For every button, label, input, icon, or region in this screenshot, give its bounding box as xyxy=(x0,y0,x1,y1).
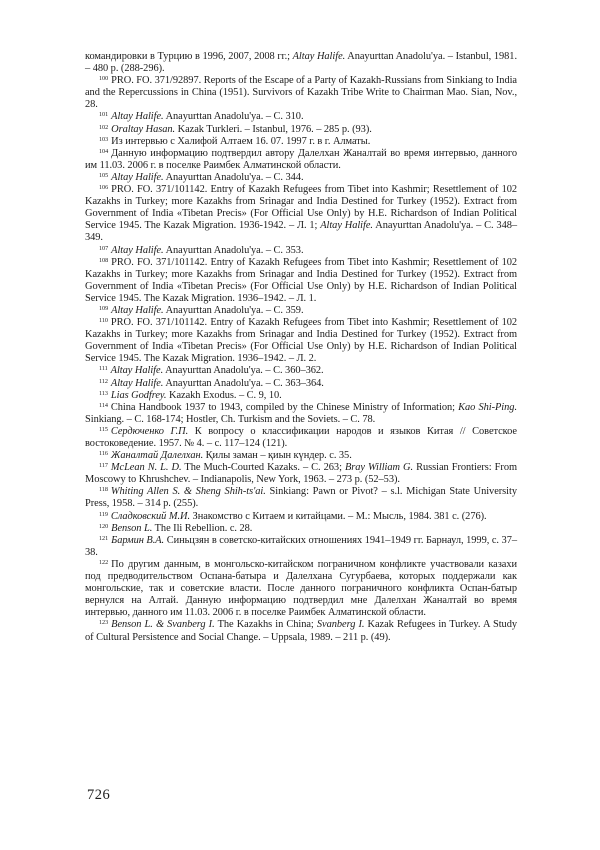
footnote-author: Altay Halife. xyxy=(320,220,373,232)
footnote-text: К вопросу о классификации народов и языков Китая // Советское востоковедение. 1957. № 4. – с. 117–124 (121). xyxy=(85,425,517,449)
footnote-author: Altay Halife. xyxy=(111,244,164,256)
footnote-number: 116 xyxy=(99,450,108,458)
footnote-text: The Ili Rebellion. с. 28. xyxy=(152,522,253,534)
footnote-number: 106 xyxy=(99,184,109,192)
footnote-102 xyxy=(85,124,517,136)
footnote-text: PRO. FO. 371/101142. Entry of Kazakh Refugees from Tibet into Kashmir; Resettlement of 102 Kazakhs in Turkey; more Kazakhs from Srinagar and India Destined for Turkey (1952). Extract from Government of India «Tibetan Precis» (For Official Use Only) by H.E. Richardson of Indian Political Service 1945. The Kazak Migration. 1936-1942. – Л. 1; xyxy=(85,184,517,232)
footnote-text: Sinkiang: Pawn or Pivot? – s.l. Michigan State University Press, 1958. – 314 p. (255). xyxy=(85,486,517,510)
footnote-text: Синьцзян в советско-китайских отношениях 1941–1949 гг. Барнаул, 1999, с. 37–38. xyxy=(85,534,517,558)
footnote-text: Anayurttan Anadolu'ya. – С. 363–364. xyxy=(163,377,324,389)
footnote-text: PRO. FO. 371/92897. Reports of the Escape of a Party of Kazakh-Russians from Sinkiang to India and the Repercussions in China (1951). Survivors of Kazakh Tribe Write to Chairman Mao. Sian, Nov., 28. xyxy=(85,75,517,111)
footnote-author: Oraltay Hasan. xyxy=(111,123,176,135)
footnote-author: Whiting Allen S. & Sheng Shih-ts'ai. xyxy=(110,486,266,498)
footnote-author: Сердюченко Г.П. xyxy=(110,425,189,437)
footnote-number: 105 xyxy=(99,171,109,179)
footnote-author: Altay Halife. xyxy=(111,111,164,123)
footnote-author: Altay Halife. xyxy=(110,365,164,377)
footnote-number: 117 xyxy=(99,462,108,470)
footnote-author: Lias Godfrey. xyxy=(110,389,167,401)
footnote-100 xyxy=(85,75,517,111)
footnote-text: The Much-Courted Kazaks. – С. 263; xyxy=(181,462,345,474)
footnote-113 xyxy=(85,390,517,402)
footnote-text-2: Russian Frontiers: From Moscowy to Khrushchev. – Indianapolis, New York, 1963. – 273 p. (52–53). xyxy=(85,462,517,486)
footnote-text-2: Sinkiang. – С. 168-174; Hostler, Ch. Turkism and the Soviets. – С. 78. xyxy=(85,413,376,425)
footnote-109 xyxy=(85,305,517,317)
footnote-author: Altay Halife. xyxy=(111,304,164,316)
footnote-number: 121 xyxy=(99,534,109,542)
footnote xyxy=(85,51,517,75)
footnote-text: Anayurttan Anadolu'ya. – С. 353. xyxy=(163,244,304,256)
footnote-text: Данную информацию подтвердил автору Далелхан Жаналтай во время интервью, данного им 11.03. 2006 г. в поселке Раимбек Алматинской области. xyxy=(85,147,517,171)
footnote-author: Altay Halife. xyxy=(292,51,346,62)
footnote-117 xyxy=(85,462,517,486)
footnote-number: 100 xyxy=(99,75,109,83)
footnote-text: Kazak Turkleri. – Istanbul, 1976. – 285 p. (93). xyxy=(175,123,372,135)
footnote-number: 115 xyxy=(99,425,108,433)
footnote-number: 122 xyxy=(99,558,109,566)
footnote-number: 108 xyxy=(99,256,109,264)
footnote-text: PRO. FO. 371/101142. Entry of Kazakh Refugees from Tibet into Kashmir; Resettlement of 102 Kazakhs in Turkey; more Kazakhs from Srinagar and India Destined for Turkey (1952). Extract from Government of India «Tibetan Precis» (For Official Use Only) by H.E. Richardson of Indian Political Service 1945. The Kazak Migration. 1936–1942. – Л. 2. xyxy=(85,317,517,365)
footnote-text: Қилы заман – қиын күндер. с. 35. xyxy=(203,450,352,462)
footnote-text: China Handbook 1937 to 1943, compiled by the Chinese Ministry of Information; xyxy=(110,401,459,413)
footnote-103 xyxy=(85,136,517,148)
footnote-author: Жаналтай Далелхан. xyxy=(110,450,204,462)
footnotes-block xyxy=(85,51,517,644)
footnote-116 xyxy=(85,450,517,462)
footnote-author: Benson L. xyxy=(111,522,153,534)
footnote-121 xyxy=(85,535,517,559)
footnote-text-2: Anayurttan Anadolu'ya. – С. 348–349. xyxy=(85,220,518,244)
footnote-text: Из интервью с Халифой Алтаем 16. 07. 1997 г. в г. Алматы. xyxy=(111,135,371,147)
footnote-text: The Kazakhs in China; xyxy=(214,619,317,631)
footnote-text: По другим данным, в монгольско-китайском пограничном конфликте участвовали казахи под предводительством Оспана-батыра и Далелхана Сугурбаева, которых поддержали как монгольские, так и советские власти. После данного пограничного конфликта Оспан-батыр вернулся на Алтай. Данную информацию подтвердил мне Далелхан Жаналтай во время интервью, данного им 11.03. 2006 г. в поселке Раимбек Алматинской области. xyxy=(85,558,517,619)
footnote-105 xyxy=(85,172,517,184)
footnote-number: 120 xyxy=(99,522,109,530)
footnote-114 xyxy=(85,402,517,426)
footnote-number: 112 xyxy=(99,377,108,385)
footnote-number: 119 xyxy=(99,510,108,518)
footnote-author: Kao Shi-Ping. xyxy=(458,401,517,413)
footnote-text: Anayurttan Anadolu'ya. – С. 310. xyxy=(163,111,304,123)
footnote-number: 101 xyxy=(99,111,109,119)
footnote-number: 109 xyxy=(99,304,109,312)
footnote-text: Kazakh Exodus. – С. 9, 10. xyxy=(166,389,282,401)
footnote-number: 104 xyxy=(99,147,109,155)
footnote-author: Benson L. & Svanberg I. xyxy=(111,619,215,631)
footnote-101 xyxy=(85,111,517,123)
footnote-author: Сладковский М.И. xyxy=(110,510,190,522)
footnote-107 xyxy=(85,245,517,257)
footnote-text: командировки в Турцию в 1996, 2007, 2008 гг.; xyxy=(85,51,293,62)
footnote-text: Anayurttan Anadolu'ya. – С. 359. xyxy=(163,304,304,316)
footnote-number: 111 xyxy=(99,365,108,373)
footnote-118 xyxy=(85,486,517,510)
footnote-author-2: Bray William G. xyxy=(344,462,414,474)
footnote-text: Знакомство с Китаем и китайцами. – М.: Мысль, 1984. 381 с. (276). xyxy=(190,510,487,522)
footnote-number: 110 xyxy=(99,317,108,325)
footnote-104 xyxy=(85,148,517,172)
footnote-author: Бармин В.А. xyxy=(111,534,165,546)
footnote-author: Altay Halife. xyxy=(111,171,164,183)
footnote-author: McLean N. L. D. xyxy=(110,462,182,474)
footnote-number: 107 xyxy=(99,244,109,252)
footnote-110 xyxy=(85,317,517,365)
footnote-text: PRO. FO. 371/101142. Entry of Kazakh Refugees from Tibet into Kashmir; Resettlement of 102 Kazakhs in Turkey; more Kazakhs from Srinagar and India Destined for Turkey (1952). Extract from Government of India «Tibetan Precis» (For Official Use Only) by H.E. Richardson of Indian Political Service 1945. The Kazak Migration. 1936–1942. – Л. 1. xyxy=(85,256,517,304)
footnote-119 xyxy=(85,511,517,523)
footnote-108 xyxy=(85,257,517,305)
footnote-115 xyxy=(85,426,517,450)
page-number: 726 xyxy=(87,787,111,803)
footnote-text: Anayurttan Anadolu'ya. – С. 344. xyxy=(163,171,304,183)
footnote-122 xyxy=(85,559,517,619)
footnote-text: Anayurttan Anadolu'ya. – С. 360–362. xyxy=(163,365,324,377)
footnote-author: Altay Halife. xyxy=(110,377,164,389)
footnote-number: 102 xyxy=(99,123,109,131)
footnote-author-2: Svanberg I. xyxy=(316,619,365,631)
footnote-text-2: Anayurttan Anadolu'ya. – Istanbul, 1981. – 480 p. (288-296). xyxy=(85,51,517,75)
footnote-number: 113 xyxy=(99,389,108,397)
footnote-text-2: Kazak Refugees in Turkey. A Study of Cultural Persistence and Social Change. – Uppsala, 1989. – 211 p. (49). xyxy=(85,619,517,643)
footnote-112 xyxy=(85,378,517,390)
footnote-106 xyxy=(85,184,517,244)
footnote-number: 123 xyxy=(99,619,109,627)
footnote-number: 114 xyxy=(99,401,108,409)
footnote-123 xyxy=(85,619,517,643)
footnote-120 xyxy=(85,523,517,535)
footnote-111 xyxy=(85,365,517,377)
footnote-number: 118 xyxy=(99,486,108,494)
footnote-number: 103 xyxy=(99,135,109,143)
